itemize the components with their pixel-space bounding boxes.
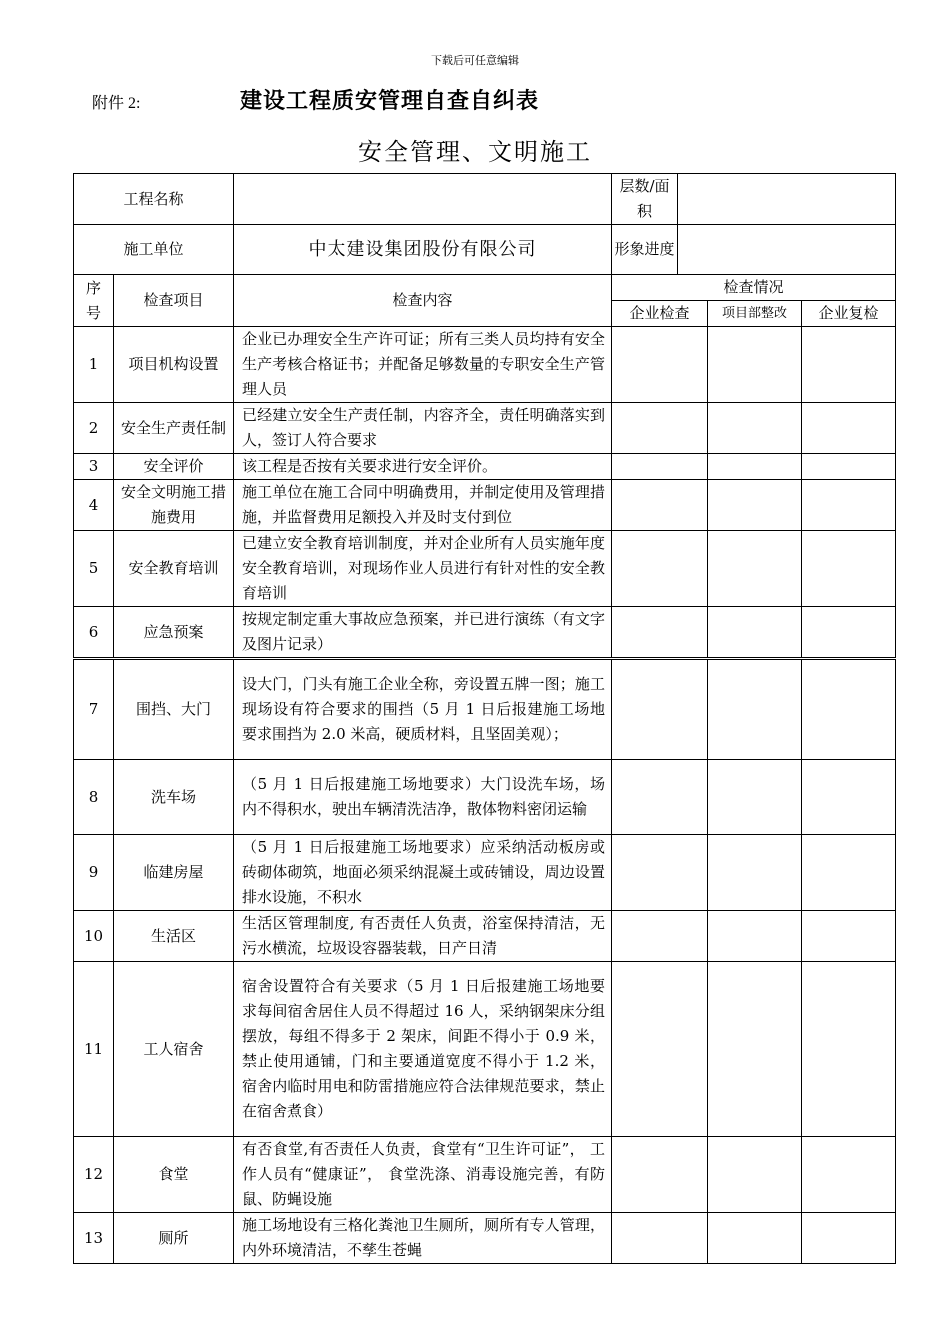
table-row (74, 962, 896, 1137)
project-rectify-cell[interactable] (708, 835, 802, 911)
enterprise-recheck-cell[interactable] (802, 327, 896, 403)
col-status-header: 检查情况 (612, 275, 896, 301)
row-check-item: 洗车场 (114, 760, 234, 835)
enterprise-recheck-cell[interactable] (802, 1137, 896, 1213)
progress-field[interactable] (678, 225, 896, 275)
row-number: 8 (74, 760, 114, 835)
project-rectify-cell[interactable] (708, 1213, 802, 1264)
row-check-item: 围挡、大门 (114, 659, 234, 760)
attachment-label: 附件 2: (92, 95, 141, 112)
enterprise-check-cell[interactable] (612, 659, 708, 760)
contractor-label: 施工单位 (74, 225, 234, 275)
col-enterprise-recheck-header: 企业复检 (802, 301, 896, 327)
row-check-item: 临建房屋 (114, 835, 234, 911)
table-row (74, 480, 896, 531)
row-check-content: 企业已办理安全生产许可证；所有三类人员均持有安全生产考核合格证书；并配备足够数量的专职安全生产管理人员 (234, 327, 612, 403)
watermark-text: 下载后可任意编辑 (431, 54, 519, 67)
project-rectify-cell[interactable] (708, 962, 802, 1137)
row-number: 13 (74, 1213, 114, 1264)
row-check-content: 该工程是否按有关要求进行安全评价。 (234, 454, 612, 480)
enterprise-recheck-cell[interactable] (802, 454, 896, 480)
enterprise-recheck-cell[interactable] (802, 531, 896, 607)
row-number: 6 (74, 607, 114, 659)
row-check-item: 应急预案 (114, 607, 234, 659)
project-rectify-cell[interactable] (708, 531, 802, 607)
enterprise-recheck-cell[interactable] (802, 911, 896, 962)
enterprise-recheck-cell[interactable] (802, 403, 896, 454)
row-check-item: 安全文明施工措施费用 (114, 480, 234, 531)
progress-label: 形象进度 (612, 225, 678, 275)
row-check-item: 生活区 (114, 911, 234, 962)
table-row (74, 327, 896, 403)
row-check-item: 项目机构设置 (114, 327, 234, 403)
row-check-item: 安全评价 (114, 454, 234, 480)
inspection-table (73, 173, 896, 1264)
col-no-header: 序号 (74, 275, 114, 327)
table-row (74, 911, 896, 962)
enterprise-check-cell[interactable] (612, 911, 708, 962)
row-number: 3 (74, 454, 114, 480)
row-check-item: 食堂 (114, 1137, 234, 1213)
project-rectify-cell[interactable] (708, 760, 802, 835)
enterprise-recheck-cell[interactable] (802, 1213, 896, 1264)
enterprise-recheck-cell[interactable] (802, 835, 896, 911)
floors-field[interactable] (678, 174, 896, 225)
enterprise-check-cell[interactable] (612, 327, 708, 403)
document-title: 建设工程质安管理自查自纠表 (240, 89, 540, 114)
row-check-item: 安全生产责任制 (114, 403, 234, 454)
table-row (74, 607, 896, 659)
col-item-header: 检查项目 (114, 275, 234, 327)
enterprise-check-cell[interactable] (612, 962, 708, 1137)
enterprise-check-cell[interactable] (612, 835, 708, 911)
project-name-field[interactable] (234, 174, 612, 225)
contractor-row (74, 225, 896, 275)
enterprise-check-cell[interactable] (612, 607, 708, 659)
enterprise-recheck-cell[interactable] (802, 480, 896, 531)
project-rectify-cell[interactable] (708, 911, 802, 962)
row-check-content: 已建立安全教育培训制度，并对企业所有人员实施年度安全教育培训，对现场作业人员进行有针对性的安全教育培训 (234, 531, 612, 607)
row-check-content: 宿舍设置符合有关要求（5 月 1 日后报建施工场地要求每间宿舍居住人员不得超过 16 人，采纳钢架床分组摆放，每组不得多于 2 架床，间距不得小于 0.9 米，禁止使用通铺，门和主要通道宽度不得小于 1.2 米，宿舍内临时用电和防雷措施应符合法律规范要求，禁止在宿舍煮食） (234, 962, 612, 1137)
row-number: 9 (74, 835, 114, 911)
table-row (74, 1213, 896, 1264)
row-number: 11 (74, 962, 114, 1137)
row-check-content: 已经建立安全生产责任制，内容齐全，责任明确落实到人，签订人符合要求 (234, 403, 612, 454)
row-check-content: （5 月 1 日后报建施工场地要求）应采纳活动板房或砖砌体砌筑，地面必须采纳混凝土或砖铺设，周边设置排水设施，不积水 (234, 835, 612, 911)
enterprise-check-cell[interactable] (612, 1213, 708, 1264)
row-number: 5 (74, 531, 114, 607)
row-check-item: 工人宿舍 (114, 962, 234, 1137)
contractor-field[interactable]: 中太建设集团股份有限公司 (234, 225, 612, 275)
row-number: 10 (74, 911, 114, 962)
project-rectify-cell[interactable] (708, 480, 802, 531)
enterprise-check-cell[interactable] (612, 1137, 708, 1213)
enterprise-check-cell[interactable] (612, 454, 708, 480)
row-check-content: 有否食堂,有否责任人负责，食堂有“卫生许可证”， 工作人员有“健康证”， 食堂洗涤、消毒设施完善，有防鼠、防蝇设施 (234, 1137, 612, 1213)
table-row (74, 760, 896, 835)
project-rectify-cell[interactable] (708, 1137, 802, 1213)
col-project-rectify-header: 项目部整改 (708, 301, 802, 327)
project-rectify-cell[interactable] (708, 659, 802, 760)
project-rectify-cell[interactable] (708, 327, 802, 403)
table-row (74, 454, 896, 480)
table-row (74, 659, 896, 760)
enterprise-recheck-cell[interactable] (802, 962, 896, 1137)
enterprise-recheck-cell[interactable] (802, 760, 896, 835)
column-header-row (74, 275, 896, 301)
project-rectify-cell[interactable] (708, 454, 802, 480)
col-content-header: 检查内容 (234, 275, 612, 327)
row-check-content: 设大门，门头有施工企业全称，旁设置五牌一图；施工现场设有符合要求的围挡（5 月 1 日后报建施工场地要求围挡为 2.0 米高，硬质材料，且坚固美观）； (234, 659, 612, 760)
enterprise-check-cell[interactable] (612, 480, 708, 531)
row-check-item: 安全教育培训 (114, 531, 234, 607)
project-name-label: 工程名称 (74, 174, 234, 225)
table-row (74, 531, 896, 607)
enterprise-check-cell[interactable] (612, 531, 708, 607)
document-subtitle: 安全管理、文明施工 (358, 138, 592, 166)
row-number: 4 (74, 480, 114, 531)
row-check-content: 施工单位在施工合同中明确费用，并制定使用及管理措施，并监督费用足额投入并及时支付到位 (234, 480, 612, 531)
row-check-content: （5 月 1 日后报建施工场地要求）大门设洗车场，场内不得积水，驶出车辆清洗洁净，散体物料密闭运输 (234, 760, 612, 835)
row-check-content: 施工场地设有三格化粪池卫生厕所，厕所有专人管理，内外环境清洁，不孳生苍蝇 (234, 1213, 612, 1264)
col-enterprise-check-header: 企业检查 (612, 301, 708, 327)
enterprise-check-cell[interactable] (612, 403, 708, 454)
enterprise-recheck-cell[interactable] (802, 659, 896, 760)
floors-label: 层数/面积 (612, 174, 678, 225)
table-row (74, 835, 896, 911)
row-number: 7 (74, 659, 114, 760)
project-rectify-cell[interactable] (708, 607, 802, 659)
project-name-row (74, 174, 896, 225)
table-row (74, 1137, 896, 1213)
project-rectify-cell[interactable] (708, 403, 802, 454)
row-check-content: 按规定制定重大事故应急预案，并已进行演练（有文字及图片记录） (234, 607, 612, 659)
table-row (74, 403, 896, 454)
row-number: 1 (74, 327, 114, 403)
row-check-item: 厕所 (114, 1213, 234, 1264)
row-check-content: 生活区管理制度, 有否责任人负责，浴室保持清洁，无污水横流，垃圾设容器装载，日产日清 (234, 911, 612, 962)
enterprise-check-cell[interactable] (612, 760, 708, 835)
row-number: 12 (74, 1137, 114, 1213)
enterprise-recheck-cell[interactable] (802, 607, 896, 659)
row-number: 2 (74, 403, 114, 454)
